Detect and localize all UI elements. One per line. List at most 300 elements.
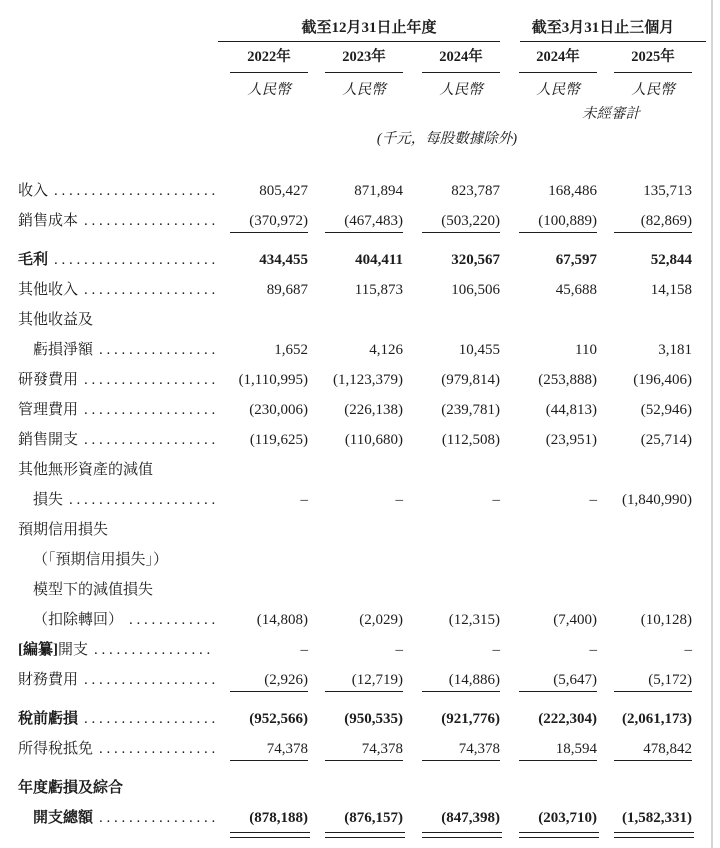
row-label (18, 485, 218, 515)
value-text: 135,713 (643, 183, 692, 199)
value-cell (403, 773, 500, 803)
value-cell (500, 176, 597, 206)
row-label (18, 575, 218, 605)
dot-leader (88, 635, 215, 665)
value-cell (218, 245, 308, 275)
value-text: (7,400) (553, 612, 597, 628)
value-text: (876,157) (344, 810, 403, 826)
value-cell (308, 734, 403, 764)
row-label-text: 毛利 (18, 252, 49, 268)
value-text: (5,647) (553, 672, 597, 688)
dot-leader (78, 425, 215, 455)
value-text: 74,378 (266, 741, 308, 757)
value-cell (500, 425, 597, 455)
label-column-spacer (18, 103, 218, 125)
row-label (18, 455, 218, 485)
table-row (18, 485, 692, 515)
value-cell (500, 635, 597, 665)
row-label-text: 其他收益及 (18, 312, 94, 328)
value-cell (500, 305, 597, 335)
value-cell (218, 425, 308, 455)
value-text: 14,158 (650, 282, 692, 298)
period-group-header-row (18, 18, 692, 42)
year-header-2022: 2022年 (230, 48, 308, 73)
value-text: (100,889) (538, 213, 597, 229)
value-text: (119,625) (249, 432, 308, 448)
year-header-2024: 2024年 (422, 48, 500, 73)
table-row (18, 803, 692, 833)
table-row (18, 305, 692, 335)
value-text: 115,873 (354, 282, 403, 298)
row-label (18, 305, 218, 335)
value-cell (308, 245, 403, 275)
year-header-cell (597, 48, 692, 73)
value-cell (500, 365, 597, 395)
year-header-q1-2024: 2024年 (519, 48, 597, 73)
value-text: (950,535) (344, 711, 403, 727)
annual-period-title: 截至12月31日止年度 (301, 20, 437, 36)
value-cell (597, 704, 692, 734)
table-row (18, 545, 692, 575)
value-text: – (589, 492, 597, 508)
value-cell (403, 176, 500, 206)
value-cell (403, 305, 500, 335)
dot-leader (78, 275, 215, 305)
value-cell (597, 335, 692, 365)
currency-cell (403, 79, 500, 101)
value-cell (597, 545, 692, 575)
value-cell (500, 206, 597, 236)
value-cell (403, 455, 500, 485)
value-cell (218, 395, 308, 425)
year-header-cell (218, 48, 308, 73)
value-cell (500, 515, 597, 545)
value-text: 110 (575, 342, 597, 358)
value-cell (597, 425, 692, 455)
value-cell (308, 605, 403, 635)
value-text: (23,951) (545, 432, 597, 448)
currency-cell (597, 79, 692, 101)
table-row (18, 425, 692, 455)
value-text: (82,869) (640, 213, 692, 229)
value-text: 434,455 (259, 252, 308, 268)
value-text: 478,842 (643, 741, 692, 757)
value-cell (308, 665, 403, 695)
value-cell (308, 704, 403, 734)
value-text: – (492, 492, 500, 508)
value-text: – (300, 642, 308, 658)
table-row (18, 335, 692, 365)
value-cell (308, 395, 403, 425)
value-cell (308, 485, 403, 515)
value-text: 1,652 (274, 342, 308, 358)
row-label-text: 研發費用 (18, 372, 79, 388)
row-label-text: 損失 (33, 492, 64, 508)
value-cell (597, 206, 692, 236)
value-text: (1,110,995) (238, 372, 308, 388)
table-row (18, 665, 692, 695)
dot-leader (78, 704, 215, 734)
value-cell (403, 365, 500, 395)
value-cell (308, 305, 403, 335)
value-cell (403, 335, 500, 365)
row-label (18, 176, 218, 206)
row-label (18, 365, 218, 395)
table-row (18, 245, 692, 275)
value-cell (218, 545, 308, 575)
row-label (18, 395, 218, 425)
value-cell (218, 605, 308, 635)
value-cell (500, 575, 597, 605)
row-label (18, 545, 218, 575)
year-header-row (18, 48, 692, 73)
dot-leader (93, 803, 215, 833)
annual-period-group (218, 18, 500, 42)
row-label (18, 425, 218, 455)
page-edge-artifact (711, 0, 713, 848)
value-cell (597, 365, 692, 395)
value-text: 4,126 (369, 342, 403, 358)
row-label-text: 其他無形資產的減值 (18, 462, 154, 478)
row-label (18, 335, 218, 365)
currency-cell (218, 79, 308, 101)
value-text: (503,220) (441, 213, 500, 229)
value-text: (222,304) (538, 711, 597, 727)
value-cell (403, 545, 500, 575)
table-row (18, 605, 692, 635)
currency-row (18, 79, 692, 101)
value-cell (597, 275, 692, 305)
value-cell (218, 635, 308, 665)
value-cell (218, 734, 308, 764)
row-label-text: 年度虧損及綜合 (18, 780, 124, 796)
value-cell (403, 425, 500, 455)
dot-leader (63, 485, 215, 515)
value-cell (308, 515, 403, 545)
value-cell (308, 365, 403, 395)
value-cell (597, 605, 692, 635)
row-label (18, 704, 218, 734)
value-text: 67,597 (555, 252, 597, 268)
value-cell (403, 395, 500, 425)
value-text: 3,181 (658, 342, 692, 358)
value-text: (1,123,379) (333, 372, 403, 388)
row-label (18, 275, 218, 305)
value-cell (500, 335, 597, 365)
value-text: (5,172) (648, 672, 692, 688)
year-header-q1-2025: 2025年 (614, 48, 692, 73)
value-text: 168,486 (548, 183, 597, 199)
unaudited-row (18, 103, 692, 125)
value-cell (500, 665, 597, 695)
value-cell (308, 575, 403, 605)
value-text: (196,406) (633, 372, 692, 388)
value-cell (403, 665, 500, 695)
value-cell (218, 275, 308, 305)
value-cell (500, 485, 597, 515)
value-text: (10,128) (640, 612, 692, 628)
year-header-cell (500, 48, 597, 73)
value-text: (952,566) (249, 711, 308, 727)
dot-leader (78, 665, 215, 695)
row-label (18, 605, 218, 635)
value-cell (597, 734, 692, 764)
value-text: 45,688 (555, 282, 597, 298)
row-label-text: 預期信用損失 (18, 522, 109, 538)
value-cell (597, 485, 692, 515)
unit-note-row (18, 128, 692, 150)
value-cell (308, 206, 403, 236)
table-row (18, 176, 692, 206)
value-cell (218, 485, 308, 515)
table-row (18, 773, 692, 803)
label-column-spacer (18, 79, 218, 101)
value-text: (14,886) (448, 672, 500, 688)
value-text: (253,888) (538, 372, 597, 388)
value-cell (218, 665, 308, 695)
value-text: – (589, 642, 597, 658)
value-cell (403, 206, 500, 236)
value-cell (403, 575, 500, 605)
value-cell (597, 575, 692, 605)
value-cell (308, 635, 403, 665)
value-cell (597, 635, 692, 665)
interim-period-rule (520, 41, 706, 42)
value-cell (597, 665, 692, 695)
table-row (18, 206, 692, 236)
value-text: (878,188) (249, 810, 308, 826)
value-text: (1,840,990) (622, 492, 692, 508)
table-row (18, 734, 692, 764)
value-text: 805,427 (259, 183, 308, 199)
value-text: 823,787 (451, 183, 500, 199)
value-text: – (395, 642, 403, 658)
value-text: (467,483) (344, 213, 403, 229)
value-cell (597, 305, 692, 335)
table-row (18, 515, 692, 545)
unit-note: (千元，每股數據除外) (376, 131, 518, 147)
value-cell (500, 803, 597, 833)
value-cell (218, 176, 308, 206)
value-cell (308, 773, 403, 803)
value-cell (308, 803, 403, 833)
value-text: 106,506 (451, 282, 500, 298)
table-row (18, 575, 692, 605)
row-label-text: 管理費用 (18, 402, 79, 418)
table-body (18, 176, 692, 833)
value-text: (203,710) (538, 810, 597, 826)
row-label-text: 銷售開支 (18, 432, 79, 448)
currency-cell (308, 79, 403, 101)
value-text: (370,972) (249, 213, 308, 229)
value-cell (218, 455, 308, 485)
value-cell (308, 335, 403, 365)
annual-period-rule (218, 41, 500, 42)
row-label (18, 515, 218, 545)
value-cell (500, 545, 597, 575)
label-column-spacer (18, 128, 218, 150)
value-text: – (684, 642, 692, 658)
value-text: (847,398) (441, 810, 500, 826)
row-label (18, 773, 218, 803)
value-cell (218, 515, 308, 545)
table-row (18, 455, 692, 485)
currency-label: 人民幣 (247, 82, 291, 98)
year-header-2023: 2023年 (325, 48, 403, 73)
label-column-spacer (18, 18, 218, 42)
value-text: (12,719) (351, 672, 403, 688)
row-label-text: 收入 (18, 183, 49, 199)
value-text: 404,411 (355, 252, 403, 268)
value-cell (218, 803, 308, 833)
row-label-text: （扣除轉回） (33, 612, 124, 628)
value-cell (500, 395, 597, 425)
row-label-text: 所得稅抵免 (18, 741, 94, 757)
row-label-text: 財務費用 (18, 672, 79, 688)
value-text: 18,594 (555, 741, 597, 757)
value-text: 74,378 (458, 741, 500, 757)
value-cell (597, 395, 692, 425)
value-text: 52,844 (650, 252, 692, 268)
dot-leader (123, 605, 215, 635)
value-text: (2,029) (359, 612, 403, 628)
value-text: (230,006) (249, 402, 308, 418)
value-cell (500, 455, 597, 485)
row-label-text: 開支 (58, 642, 89, 658)
value-text: – (300, 492, 308, 508)
value-cell (403, 734, 500, 764)
value-text: (52,946) (640, 402, 692, 418)
value-cell (218, 575, 308, 605)
row-label-text: 虧損淨額 (33, 342, 94, 358)
row-label (18, 665, 218, 695)
value-text: – (492, 642, 500, 658)
value-text: (110,680) (344, 432, 403, 448)
label-column-spacer (18, 48, 218, 73)
value-cell (597, 245, 692, 275)
dot-leader (48, 245, 215, 275)
table-row (18, 395, 692, 425)
value-cell (597, 803, 692, 833)
value-cell (218, 335, 308, 365)
currency-label: 人民幣 (631, 82, 675, 98)
unaudited-label: 未經審計 (582, 106, 640, 122)
income-statement-table (18, 18, 692, 833)
dot-leader (78, 365, 215, 395)
year-header-cell (403, 48, 500, 73)
row-label-text: （「預期信用損失」） (33, 552, 169, 568)
row-label (18, 206, 218, 236)
row-label-text: 銷售成本 (18, 213, 79, 229)
value-cell (403, 485, 500, 515)
value-cell (500, 245, 597, 275)
table-row (18, 275, 692, 305)
value-text: – (395, 492, 403, 508)
interim-period-group (500, 18, 692, 42)
value-cell (403, 803, 500, 833)
table-row (18, 635, 692, 665)
interim-period-title: 截至3月31日止三個月 (531, 20, 675, 36)
value-cell (308, 425, 403, 455)
row-label (18, 245, 218, 275)
dot-leader (48, 176, 215, 206)
row-label-prefix: [編纂] (18, 642, 58, 658)
value-cell (218, 704, 308, 734)
value-cell (403, 515, 500, 545)
value-cell (308, 455, 403, 485)
value-text: 74,378 (361, 741, 403, 757)
value-text: (2,926) (264, 672, 308, 688)
row-label-text: 其他收入 (18, 282, 79, 298)
currency-label: 人民幣 (536, 82, 580, 98)
row-label (18, 803, 218, 833)
currency-label: 人民幣 (342, 82, 386, 98)
year-header-cell (308, 48, 403, 73)
value-cell (597, 455, 692, 485)
value-text: (239,781) (441, 402, 500, 418)
value-text: (2,061,173) (622, 711, 692, 727)
value-cell (597, 773, 692, 803)
value-cell (500, 773, 597, 803)
value-text: (1,582,331) (622, 810, 692, 826)
value-cell (218, 206, 308, 236)
value-cell (308, 545, 403, 575)
value-cell (403, 275, 500, 305)
dot-leader (93, 734, 215, 764)
value-text: 320,567 (451, 252, 500, 268)
value-text: (25,714) (640, 432, 692, 448)
value-cell (218, 305, 308, 335)
value-text: (979,814) (441, 372, 500, 388)
value-cell (500, 275, 597, 305)
value-cell (308, 275, 403, 305)
value-text: 89,687 (266, 282, 308, 298)
value-cell (308, 176, 403, 206)
value-cell (500, 734, 597, 764)
value-text: 871,894 (354, 183, 403, 199)
value-text: (921,776) (441, 711, 500, 727)
value-text: (14,808) (256, 612, 308, 628)
table-row (18, 365, 692, 395)
row-label-text: 稅前虧損 (18, 711, 79, 727)
row-label (18, 635, 218, 665)
row-label (18, 734, 218, 764)
value-cell (500, 605, 597, 635)
dot-leader (78, 395, 215, 425)
value-text: (12,315) (448, 612, 500, 628)
value-cell (403, 245, 500, 275)
value-text: (226,138) (344, 402, 403, 418)
currency-cell (500, 79, 597, 101)
value-text: (112,508) (441, 432, 500, 448)
value-cell (218, 773, 308, 803)
value-cell (403, 704, 500, 734)
row-label-text: 開支總額 (33, 810, 94, 826)
value-cell (218, 365, 308, 395)
value-cell (500, 704, 597, 734)
value-cell (403, 605, 500, 635)
value-cell (403, 635, 500, 665)
table-row (18, 704, 692, 734)
value-cell (597, 176, 692, 206)
value-text: (44,813) (545, 402, 597, 418)
dot-leader (78, 206, 215, 236)
value-text: 10,455 (458, 342, 500, 358)
currency-label: 人民幣 (439, 82, 483, 98)
dot-leader (93, 335, 215, 365)
row-label-text: 模型下的減值損失 (33, 582, 154, 598)
value-cell (597, 515, 692, 545)
